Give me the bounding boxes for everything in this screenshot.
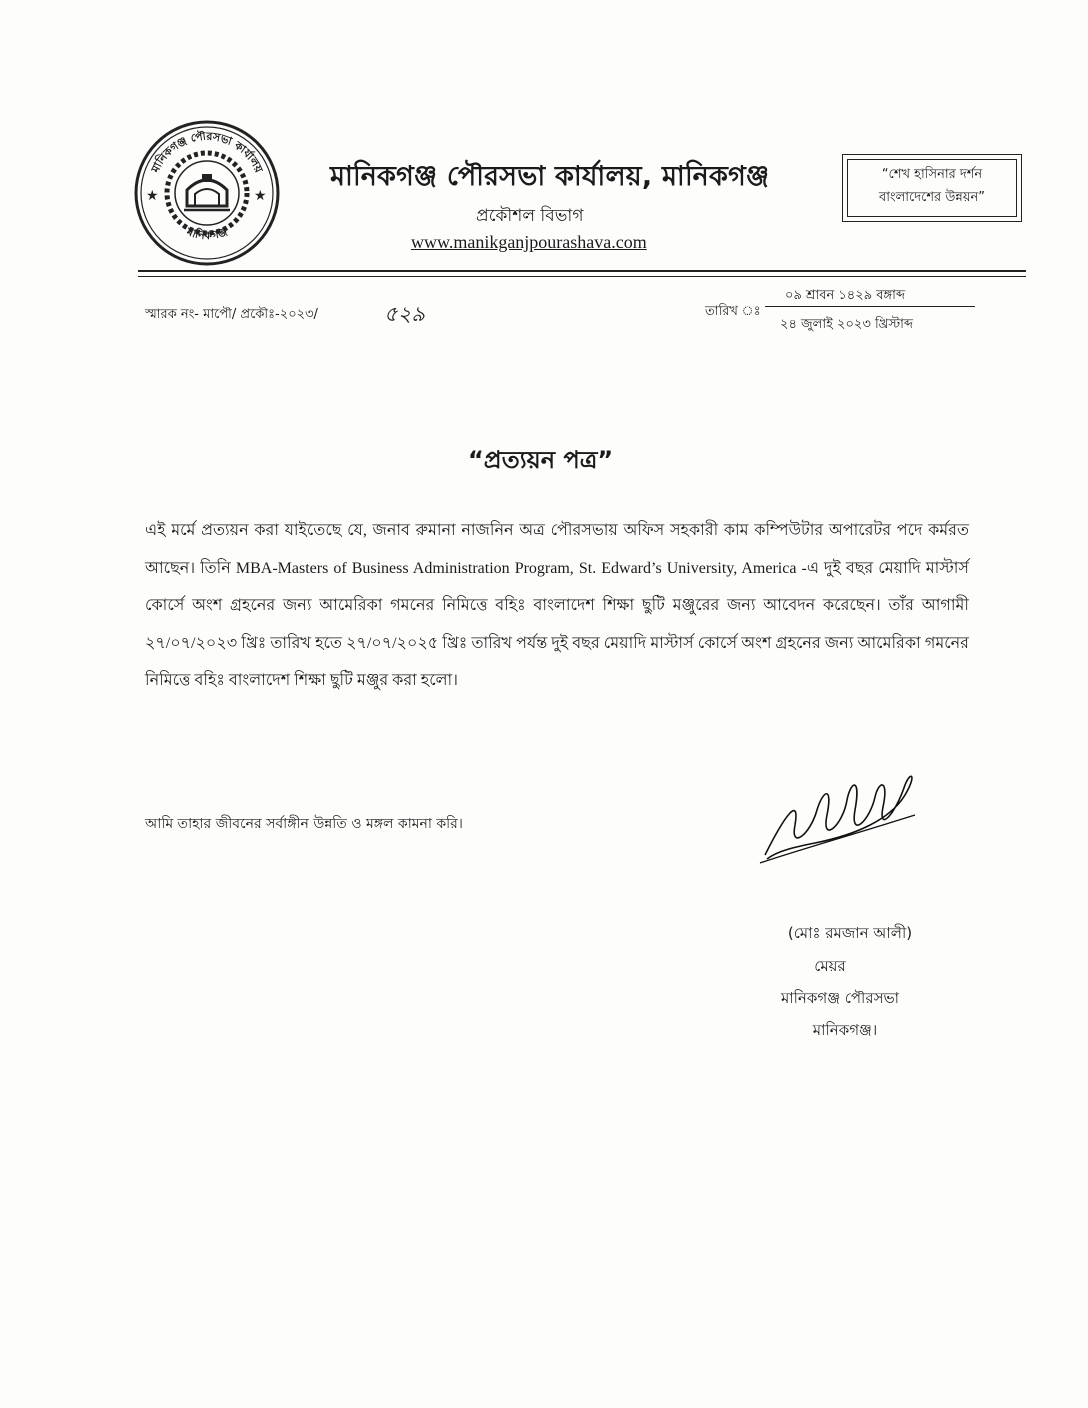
organization-name: মানিকগঞ্জ পৌরসভা কার্যালয়, মানিকগঞ্জ: [330, 161, 770, 192]
motto-inner-frame: [847, 159, 1017, 217]
certificate-body: এই মর্মে প্রত্যয়ন করা যাইতেছে যে, জনাব রুমানা নাজনিন অত্র পৌরসভায় অফিস সহকারী কাম কম্পিউটার অপারেটর পদে কর্মরত আছেন। তিনি MBA-Masters of Business Administration Program, St. Edward’s University, America -এ দুই বছর মেয়াদি মাস্টার্স কোর্সে অংশ গ্রহনের জন্য আমেরিকা গমনের নিমিত্তে বহিঃ বাংলাদেশ শিক্ষা ছুটি মঞ্জুরের জন্য আবেদন করেছেন। তাঁর আগামী ২৭/০৭/২০২৩ খ্রিঃ তারিখ হতে ২৭/০৭/২০২৫ খ্রিঃ তারিখ পর্যন্ত দুই বছর মেয়াদি মাস্টার্স কোর্সে অংশ গ্রহনের জন্য আমেরিকা গমনের নিমিত্তে বহিঃ বাংলাদেশ শিক্ষা ছুটি মঞ্জুর করা হলো।: [145, 522, 969, 689]
seal-top-text: মানিকগঞ্জ পৌরসভা কার্যালয়: [148, 129, 266, 175]
signatory-name: (মোঃ রমজান আলী): [787, 924, 913, 942]
motto-line-1: “শেখ হাসিনার দর্শন: [881, 167, 983, 182]
municipality-seal-logo: [132, 118, 282, 268]
date-separator: [765, 306, 975, 307]
motto-line-2: বাংলাদেশের উন্নয়ন”: [878, 190, 985, 205]
svg-text:★: ★: [254, 188, 267, 204]
memo-reference: স্মারক নং- মাপৌ/ প্রকৌঃ-২০২৩/: [145, 307, 318, 322]
mayor-signature: [755, 755, 925, 870]
signatory-organization: মানিকগঞ্জ পৌরসভা: [780, 989, 900, 1007]
document-title: “প্রত্যয়ন পত্র”: [468, 446, 614, 474]
svg-text:মানিকগঞ্জ: [184, 225, 229, 243]
date-gregorian: ২৪ জুলাই ২০২৩ খ্রিস্টাব্দ: [780, 317, 914, 332]
signatory-place: মানিকগঞ্জ।: [812, 1021, 878, 1039]
header-divider-thin: [138, 276, 1026, 277]
motto-box: [842, 154, 1022, 222]
seal-bottom-text: মানিকগঞ্জ: [184, 225, 230, 243]
memo-number-handwritten: ৫২৯: [384, 302, 425, 326]
website-link[interactable]: www.manikganjpourashava.com: [411, 232, 647, 252]
closing-wishes: আমি তাহার জীবনের সর্বাঙ্গীন উন্নতি ও মঙ্গল কামনা করি।: [145, 816, 463, 832]
date-label: তারিখ ঃ: [705, 304, 761, 319]
signatory-title: মেয়র: [814, 957, 846, 975]
svg-text:★: ★: [146, 188, 159, 204]
header-divider-thick: [138, 270, 1026, 272]
department-name: প্রকৌশল বিভাগ: [476, 206, 584, 226]
date-bangla-calendar: ০৯ শ্রাবন ১৪২৯ বঙ্গাব্দ: [785, 288, 906, 303]
